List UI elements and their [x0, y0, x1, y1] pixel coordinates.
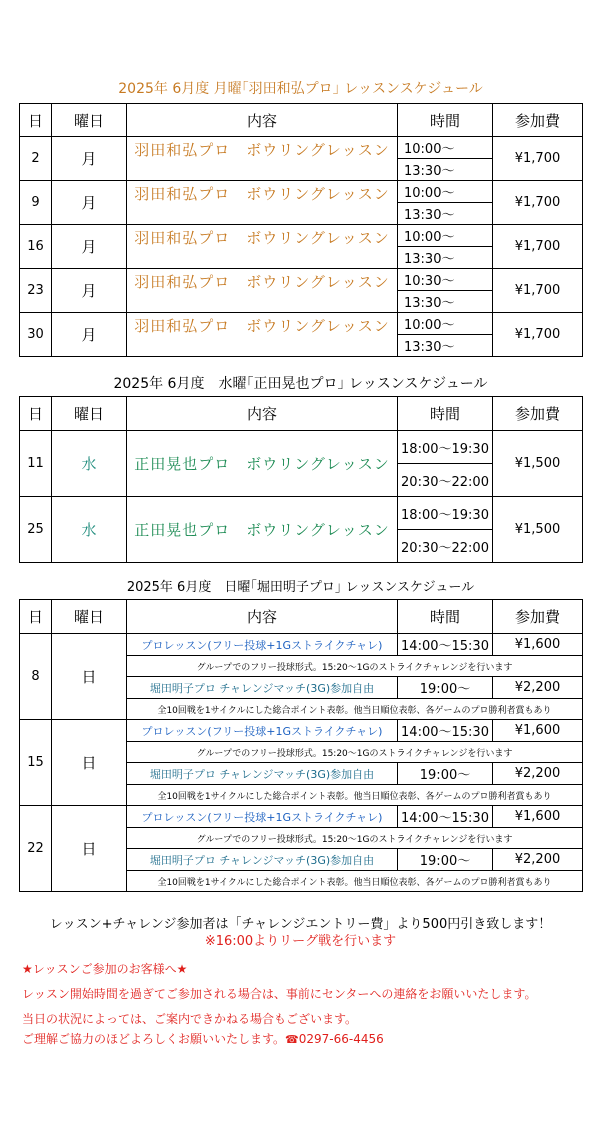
- row-description-2: 全10回戦を1サイクルにした総合ポイント表彰。他当日順位表彰、各ゲームのプロ勝利者賞もあり: [127, 699, 583, 720]
- row-dow: 月: [52, 269, 127, 313]
- row-content: 羽田和弘プロ ボウリングレッスン: [127, 137, 398, 181]
- row-fee: ¥1,700: [493, 269, 583, 313]
- row-time-1: 10:00～: [398, 137, 493, 159]
- row-fee: ¥1,500: [493, 497, 583, 563]
- sunday-schedule-title: 2025年 6月度 日曜｢堀田明子プロ｣ レッスンスケジュール: [126, 580, 475, 595]
- header-fee: 参加費: [493, 104, 583, 137]
- table-header-row: [20, 397, 583, 431]
- notice-heading: ★レッスンご参加のお客様へ★: [22, 962, 188, 976]
- notice-line-1: レッスン開始時間を過ぎてご参加される場合は、事前にセンターへの連絡をお願いいたします。: [22, 987, 537, 1001]
- header-fee: 参加費: [493, 397, 583, 431]
- header-content: 内容: [127, 397, 398, 431]
- row-day: 30: [20, 313, 52, 357]
- row-time-1: 14:00～15:30: [398, 806, 493, 828]
- row-time-2: 19:00～: [398, 849, 493, 871]
- header-dow: 曜日: [52, 104, 127, 137]
- row-day: 25: [20, 497, 52, 563]
- header-content: 内容: [127, 600, 398, 634]
- table-row: [20, 720, 583, 742]
- table-row: [20, 497, 583, 530]
- row-time-1: 18:00～19:30: [398, 431, 493, 464]
- row-dow: 月: [52, 313, 127, 357]
- row-event-lesson: プロレッスン(フリー投球+1Gストライクチャレ): [127, 634, 398, 656]
- row-day: 2: [20, 137, 52, 181]
- row-day: 15: [20, 720, 52, 806]
- row-content: 羽田和弘プロ ボウリングレッスン: [127, 313, 398, 357]
- row-dow: 日: [52, 806, 127, 892]
- phone-icon: ☎: [285, 1033, 299, 1046]
- row-time-2: 20:30～22:00: [398, 530, 493, 563]
- header-day: 日: [20, 600, 52, 634]
- row-description-1: グループでのフリー投球形式。15:20～1Gのストライクチャレンジを行います: [127, 742, 583, 763]
- row-content: 羽田和弘プロ ボウリングレッスン: [127, 181, 398, 225]
- row-time-1: 10:00～: [398, 313, 493, 335]
- row-time-2: 13:30～: [398, 291, 493, 313]
- row-event-lesson: プロレッスン(フリー投球+1Gストライクチャレ): [127, 806, 398, 828]
- notice-line-2: 当日の状況によっては、ご案内できかねる場合もございます。: [22, 1012, 358, 1026]
- row-dow: 月: [52, 225, 127, 269]
- row-time-2: 20:30～22:00: [398, 464, 493, 497]
- row-content: 正田晃也プロ ボウリングレッスン: [127, 431, 398, 497]
- row-day: 16: [20, 225, 52, 269]
- row-event-match: 堀田明子プロ チャレンジマッチ(3G)参加自由: [127, 677, 398, 699]
- row-event-match: 堀田明子プロ チャレンジマッチ(3G)参加自由: [127, 849, 398, 871]
- monday-schedule-title: 2025年 6月度 月曜｢羽田和弘プロ｣ レッスンスケジュール: [118, 81, 483, 97]
- row-fee: ¥1,700: [493, 137, 583, 181]
- row-time-1: 10:00～: [398, 225, 493, 247]
- table-row: [20, 269, 583, 291]
- row-content: 正田晃也プロ ボウリングレッスン: [127, 497, 398, 563]
- header-day: 日: [20, 397, 52, 431]
- row-fee-1: ¥1,600: [493, 720, 583, 742]
- table-row: [20, 137, 583, 159]
- row-time-1: 14:00～15:30: [398, 634, 493, 656]
- monday-schedule-table: [19, 103, 583, 357]
- row-time-2: 13:30～: [398, 159, 493, 181]
- row-fee: ¥1,700: [493, 225, 583, 269]
- row-dow: 日: [52, 720, 127, 806]
- row-day: 11: [20, 431, 52, 497]
- row-day: 8: [20, 634, 52, 720]
- header-fee: 参加費: [493, 600, 583, 634]
- row-dow: 水: [52, 431, 127, 497]
- table-row: [20, 634, 583, 656]
- phone-number[interactable]: 0297-66-4456: [298, 1032, 384, 1046]
- header-time: 時間: [398, 104, 493, 137]
- row-fee-2: ¥2,200: [493, 763, 583, 785]
- header-day: 日: [20, 104, 52, 137]
- row-time-1: 10:00～: [398, 181, 493, 203]
- row-day: 22: [20, 806, 52, 892]
- sunday-schedule-table: [19, 599, 583, 892]
- row-fee: ¥1,700: [493, 313, 583, 357]
- table-row: [20, 431, 583, 464]
- row-time-2: 13:30～: [398, 203, 493, 225]
- notice-line-3: ご理解ご協力のほどよろしくお願いいたします。: [22, 1032, 286, 1046]
- row-dow: 月: [52, 181, 127, 225]
- row-description-1: グループでのフリー投球形式。15:20～1Gのストライクチャレンジを行います: [127, 656, 583, 677]
- row-fee-1: ¥1,600: [493, 806, 583, 828]
- table-row: [20, 181, 583, 203]
- row-fee: ¥1,700: [493, 181, 583, 225]
- header-time: 時間: [398, 397, 493, 431]
- row-time-1: 10:30～: [398, 269, 493, 291]
- row-dow: 日: [52, 634, 127, 720]
- row-event-match: 堀田明子プロ チャレンジマッチ(3G)参加自由: [127, 763, 398, 785]
- row-dow: 水: [52, 497, 127, 563]
- header-time: 時間: [398, 600, 493, 634]
- row-description-1: グループでのフリー投球形式。15:20～1Gのストライクチャレンジを行います: [127, 828, 583, 849]
- wednesday-schedule-table: [19, 396, 583, 563]
- row-time-2: 13:30～: [398, 247, 493, 269]
- row-description-2: 全10回戦を1サイクルにした総合ポイント表彰。他当日順位表彰、各ゲームのプロ勝利者賞もあり: [127, 785, 583, 806]
- header-dow: 曜日: [52, 600, 127, 634]
- table-row: [20, 313, 583, 335]
- row-content: 羽田和弘プロ ボウリングレッスン: [127, 269, 398, 313]
- table-row: [20, 225, 583, 247]
- row-time-2: 19:00～: [398, 763, 493, 785]
- row-fee-2: ¥2,200: [493, 849, 583, 871]
- row-time-2: 19:00～: [398, 677, 493, 699]
- row-fee-1: ¥1,600: [493, 634, 583, 656]
- table-header-row: [20, 104, 583, 137]
- row-content: 羽田和弘プロ ボウリングレッスン: [127, 225, 398, 269]
- row-fee-2: ¥2,200: [493, 677, 583, 699]
- discount-note: レッスン+チャレンジ参加者は「チャレンジエントリー費」より500円引き致します！: [49, 917, 552, 932]
- row-time-2: 13:30～: [398, 335, 493, 357]
- header-content: 内容: [127, 104, 398, 137]
- table-header-row: [20, 600, 583, 634]
- row-day: 9: [20, 181, 52, 225]
- row-dow: 月: [52, 137, 127, 181]
- header-dow: 曜日: [52, 397, 127, 431]
- wednesday-schedule-title: 2025年 6月度 水曜｢正田晃也プロ｣ レッスンスケジュール: [113, 376, 488, 392]
- row-description-2: 全10回戦を1サイクルにした総合ポイント表彰。他当日順位表彰、各ゲームのプロ勝利者賞もあり: [127, 871, 583, 892]
- row-fee: ¥1,500: [493, 431, 583, 497]
- row-time-1: 18:00～19:30: [398, 497, 493, 530]
- row-time-1: 14:00～15:30: [398, 720, 493, 742]
- notice-line-3-row: [22, 1030, 384, 1047]
- table-row: [20, 806, 583, 828]
- league-note: ※16:00よりリーグ戦を行います: [204, 934, 397, 949]
- row-day: 23: [20, 269, 52, 313]
- row-event-lesson: プロレッスン(フリー投球+1Gストライクチャレ): [127, 720, 398, 742]
